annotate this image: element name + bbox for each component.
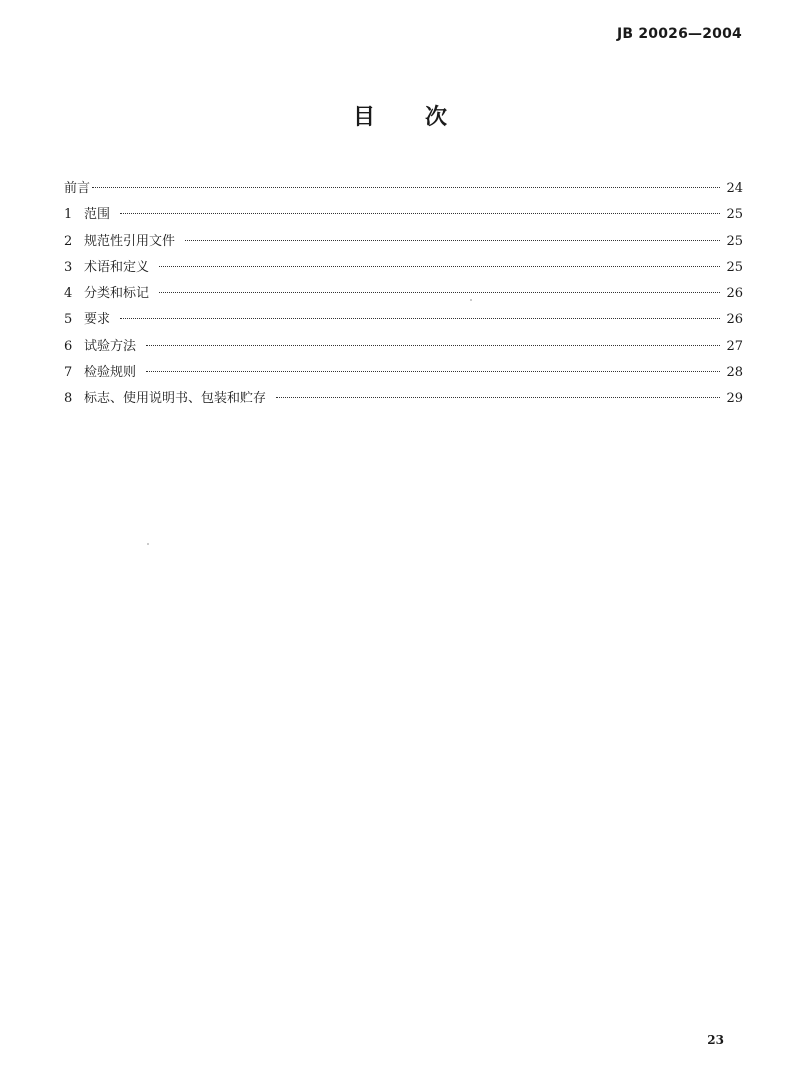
toc-entry-label: 分类和标记: [84, 286, 150, 302]
toc-entry-label: 试验方法: [84, 338, 137, 354]
standard-code: JB 20026—2004: [616, 26, 742, 42]
toc-entry-requirements[interactable]: [64, 307, 743, 333]
toc-entry-normative-references[interactable]: [64, 229, 743, 255]
toc-entry-number: 8: [64, 391, 73, 407]
toc-entry-inspection-rules[interactable]: [64, 360, 743, 386]
toc-entry-label: 术语和定义: [84, 259, 150, 275]
toc-entry-label: 要求: [84, 312, 111, 328]
toc-entry-label: 前言: [64, 181, 91, 196]
toc-leader-dots: [120, 318, 720, 319]
table-of-contents: [64, 176, 743, 413]
toc-entry-number: 4: [64, 286, 73, 302]
toc-entry-label: 范围: [84, 207, 111, 223]
toc-entry-page: 25: [726, 233, 743, 249]
toc-entry-label: 检验规则: [84, 365, 137, 381]
toc-entry-number: 1: [64, 207, 73, 223]
toc-entry-page: 28: [726, 365, 743, 381]
toc-leader-dots: [92, 187, 720, 188]
toc-entry-page: 27: [726, 338, 743, 354]
toc-entry-page: 25: [726, 259, 743, 275]
toc-entry-label: 标志、使用说明书、包装和贮存: [84, 391, 267, 407]
toc-leader-dots: [185, 240, 720, 241]
toc-entry-number: 7: [64, 365, 73, 381]
toc-entry-page: 26: [726, 312, 743, 328]
toc-entry-number: 2: [64, 233, 73, 249]
toc-entry-terms-definitions[interactable]: [64, 255, 743, 281]
toc-leader-dots: [159, 292, 720, 293]
toc-leader-dots: [120, 213, 720, 214]
toc-entry-number: 3: [64, 259, 73, 275]
page-number: 23: [707, 1033, 724, 1047]
toc-entry-page: 29: [726, 391, 743, 407]
toc-entry-page: 24: [726, 181, 743, 196]
toc-entry-foreword[interactable]: [64, 176, 743, 202]
toc-entry-classification-marking[interactable]: [64, 281, 743, 307]
toc-entry-page: 26: [726, 286, 743, 302]
scan-speck: [470, 299, 472, 301]
toc-entry-test-methods[interactable]: [64, 334, 743, 360]
toc-entry-number: 5: [64, 312, 73, 328]
page-title: 目次: [352, 105, 497, 130]
toc-leader-dots: [276, 397, 720, 398]
toc-entry-number: 6: [64, 338, 73, 354]
toc-leader-dots: [159, 266, 720, 267]
toc-leader-dots: [146, 345, 720, 346]
scan-speck: [147, 543, 149, 545]
toc-leader-dots: [146, 371, 720, 372]
toc-entry-page: 25: [726, 207, 743, 223]
toc-entry-label: 规范性引用文件: [84, 233, 176, 249]
toc-entry-scope[interactable]: [64, 202, 743, 228]
toc-entry-marking-packaging-storage[interactable]: [64, 386, 743, 412]
